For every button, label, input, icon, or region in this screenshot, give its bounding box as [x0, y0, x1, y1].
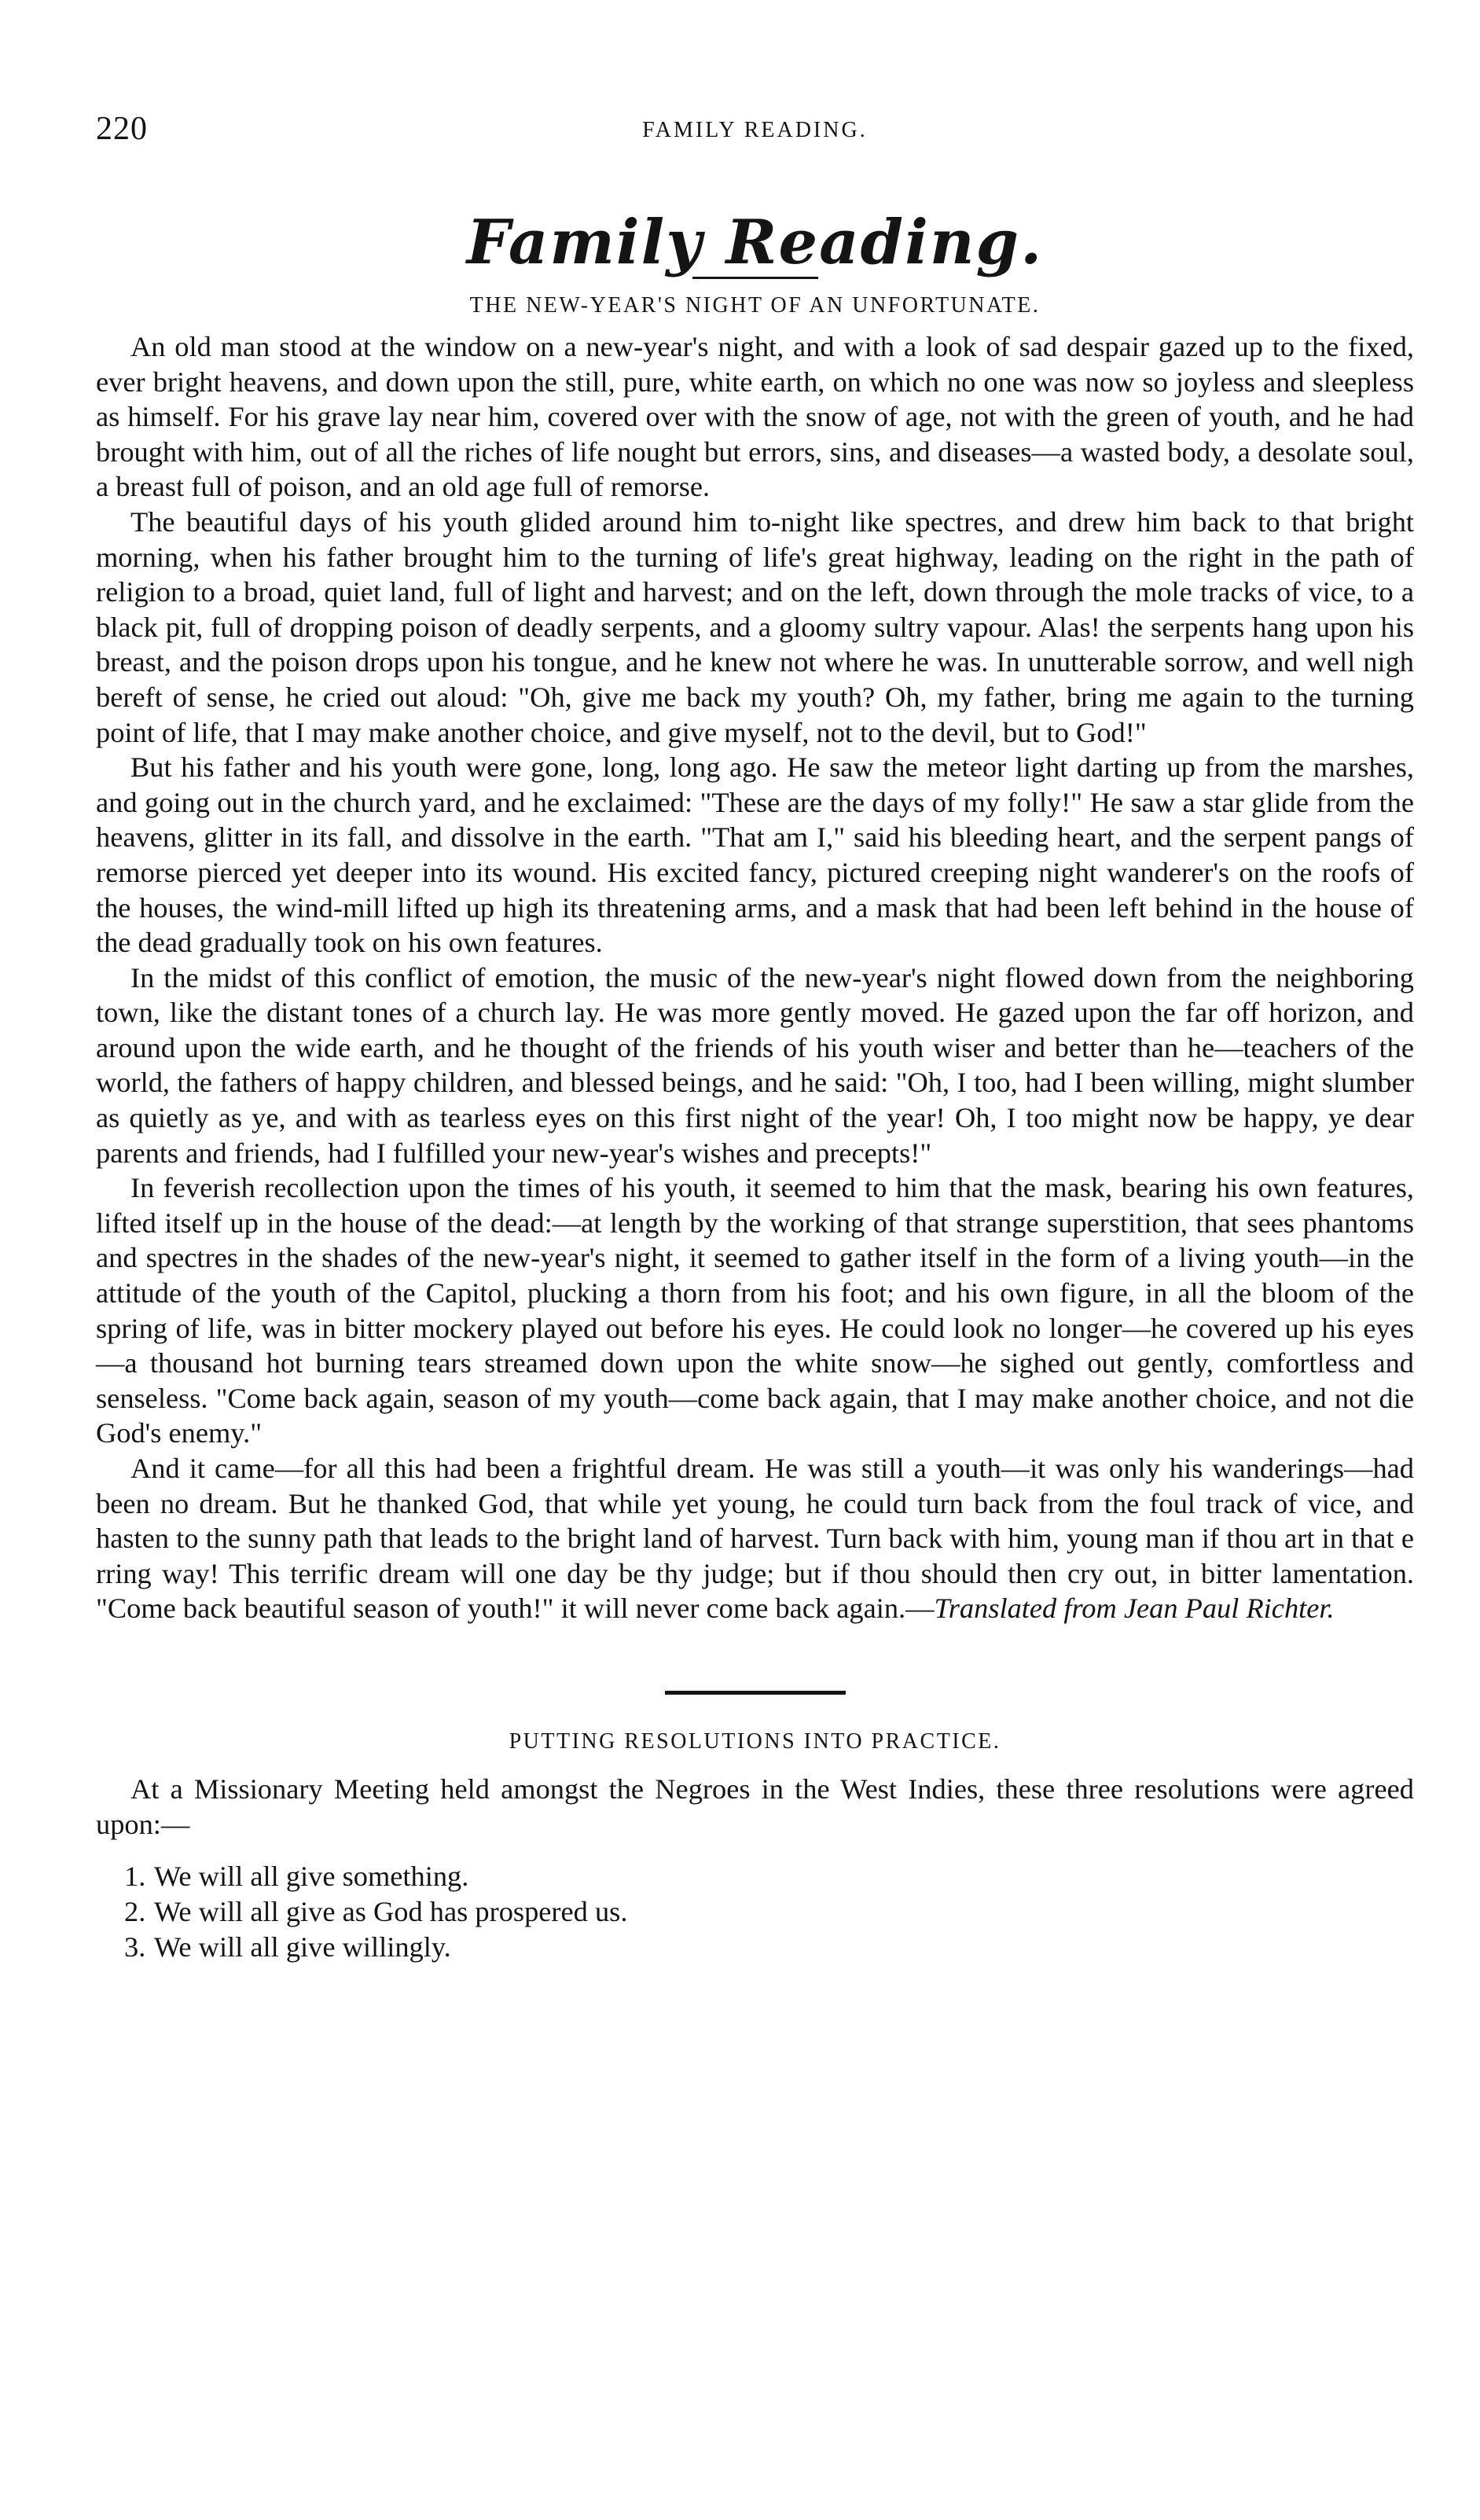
paragraph: But his father and his youth were gone, long, long ago. He saw the meteor light darting up from the marshes, and going out in the church yard, and he exclaimed: "These are the days of my folly!" He saw a star glide from the heavens, glitter in its fall, and dissolve in the earth. "That am I," said his bleeding heart, and the serpent pangs of remorse pierced yet deeper into its wound. His excited fancy, pictured creeping night wanderer's on the roofs of the houses, the wind-mill lifted up high its threatening arms, and a mask that had been left behind in the house of the dead gradually took on his own features.: [96, 751, 1414, 959]
article-body: [96, 329, 1414, 1626]
paragraph-final: [96, 1451, 1414, 1626]
page-number: 220: [96, 111, 148, 147]
list-text: We will all give something.: [154, 1861, 469, 1893]
list-item: [124, 1894, 1414, 1930]
resolution-list: [96, 1859, 1414, 1965]
article-title: PUTTING RESOLUTIONS INTO PRACTICE.: [509, 1728, 1001, 1754]
running-title: FAMILY READING.: [642, 118, 868, 142]
paragraph: In feverish recollection upon the times of his youth, it seemed to him that the mask, bearing his own features, lifted itself up in the house of the dead:—at length by the working of that strange superstition, that sees phantoms and spectres in the shades of the new-year's night, it seemed to gather itself in the form of a living youth—in the attitude of the youth of the Capitol, plucking a thorn from his foot; and his own figure, in all the bloom of the spring of life, was in bitter mockery played out before his eyes. He could look no longer—he covered up his eyes—a thousand hot burning tears streamed down upon the white snow—he sighed out gently, comfortless and senseless. "Come back again, season of my youth—come back again, that I may make another choice, and not die God's enemy.": [96, 1172, 1414, 1449]
list-number: 1.: [124, 1861, 146, 1893]
paragraph: At a Missionary Meeting held amongst the Negroes in the West Indies, these three resolutions were agreed upon:—: [96, 1772, 1414, 1840]
running-head: [96, 110, 1414, 157]
list-item: [124, 1930, 1414, 1965]
list-item: [124, 1859, 1414, 1894]
section-title: Family Reading.: [466, 207, 1044, 278]
list-text: We will all give as God has prospered us.: [154, 1896, 628, 1928]
list-number: 3.: [124, 1931, 146, 1963]
translation-credit: Translated from Jean Paul Richter.: [934, 1592, 1335, 1625]
list-number: 2.: [124, 1896, 146, 1928]
article-title: THE NEW-YEAR'S NIGHT OF AN UNFORTUNATE.: [469, 293, 1041, 318]
article-body: [96, 1772, 1414, 1965]
paragraph: An old man stood at the window on a new-year's night, and with a look of sad despair gazed up to the fixed, ever bright heavens, and down upon the still, pure, white earth, on which no one was now so joyless and sleepless as himself. For his grave lay near him, covered over with the snow of age, not with the green of youth, and he had brought with him, out of all the riches of life nought but errors, sins, and diseases—a wasted body, a desolate soul, a breast full of poison, and an old age full of remorse.: [96, 331, 1414, 503]
paragraph: In the midst of this conflict of emotion, the music of the new-year's night flowed down from the neighboring town, like the distant tones of a church lay. He was more gently moved. He gazed upon the far off horizon, and around upon the wide earth, and he thought of the friends of his youth wiser and better than he—teachers of the world, the fathers of happy children, and blessed beings, and he said: "Oh, I too, had I been willing, might slumber as quietly as ye, and with as tearless eyes on this first night of the year! Oh, I too might now be happy, ye dear parents and friends, had I fulfilled your new-year's wishes and precepts!": [96, 961, 1414, 1169]
list-text: We will all give willingly.: [154, 1931, 451, 1963]
paragraph-text: And it came—for all this had been a frightful dream. He was still a youth—it was only his wanderings—had been no dream. But he thanked God, that while yet young, he could turn back from the foul track of vice, and hasten to the sunny path that leads to the bright land of harvest. Turn back with him, young man if thou art in that e rring way! This terrific dream will one day be thy judge; but if thou should then cry out, in bitter lamentation. "Come back beautiful season of youth!" it will never come back again.—: [96, 1453, 1414, 1625]
paragraph: The beautiful days of his youth glided around him to-night like spectres, and drew him back to that bright morning, when his father brought him to the turning of life's great highway, leading on the right in the path of religion to a broad, quiet land, full of light and harvest; and on the left, down through the mole tracks of vice, to a black pit, full of dropping poison of deadly serpents, and a gloomy sultry vapour. Alas! the serpents hang upon his breast, and the poison drops upon his tongue, and he knew not where he was. In unutterable sorrow, and well nigh bereft of sense, he cried out aloud: "Oh, give me back my youth? Oh, my father, bring me again to the turning point of life, that I may make another choice, and give myself, not to the devil, but to God!": [96, 505, 1414, 748]
section-divider: [665, 1691, 846, 1695]
